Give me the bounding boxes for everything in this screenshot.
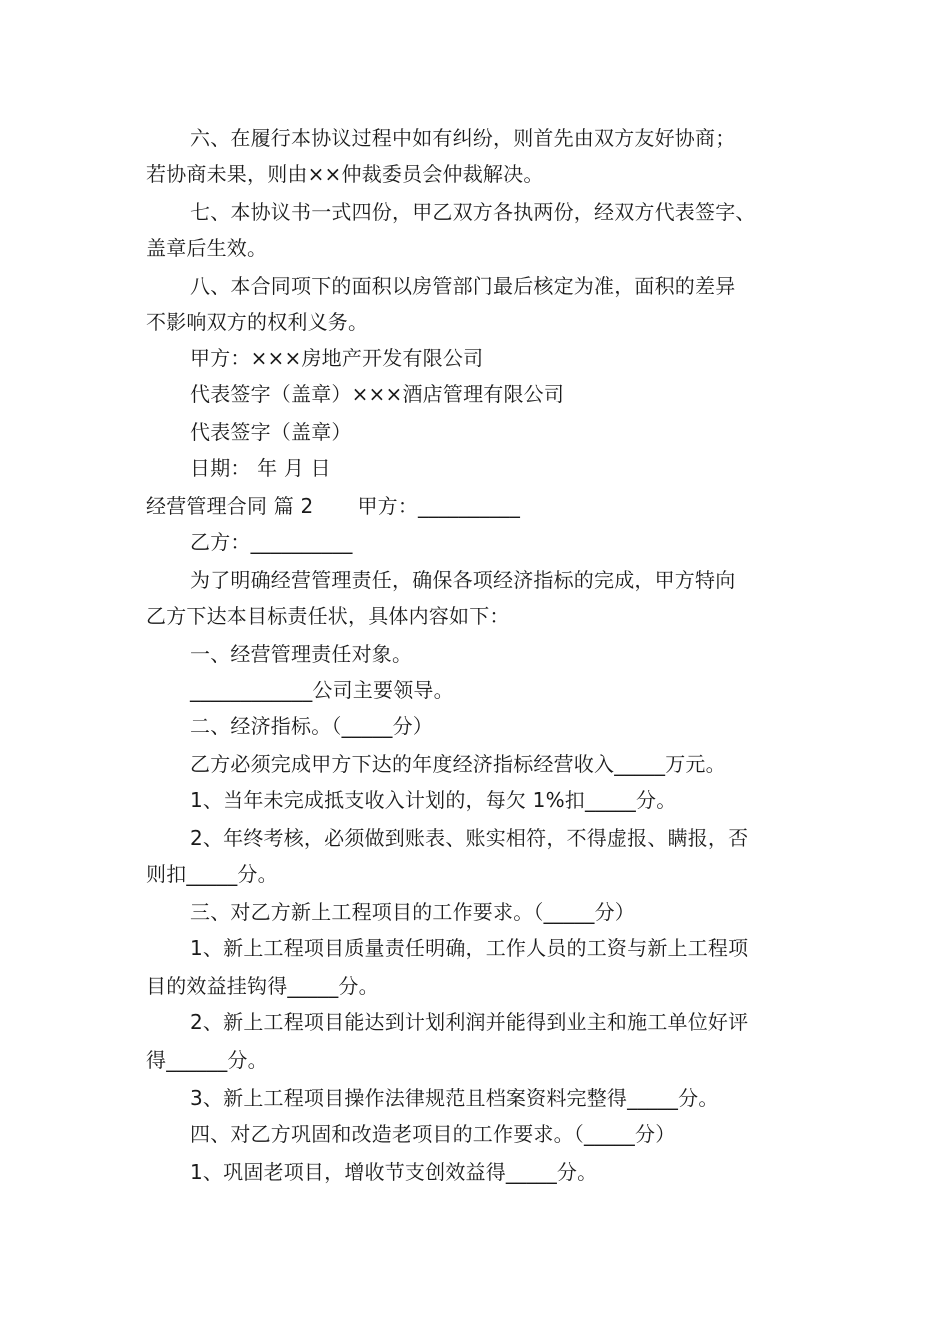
- party-a-blank: 甲方：__________: [357, 494, 521, 518]
- section-title: 经营管理合同 篇 2: [146, 494, 314, 518]
- signature-line-1: 代表签字（盖章）×××酒店管理有限公司: [190, 382, 565, 406]
- intro-line-2: 乙方下达本目标责任状，具体内容如下：: [146, 604, 510, 628]
- paragraph-8-line-1: 八、本合同项下的面积以房管部门最后核定为准，面积的差异: [190, 274, 736, 298]
- party-a-line: 甲方：×××房地产开发有限公司: [190, 346, 484, 370]
- date-line: 日期： 年 月 日: [190, 456, 331, 480]
- item-2-sub-1: 1、当年未完成抵支收入计划的，每欠 1%扣_____分。: [190, 788, 677, 812]
- section-heading-line: [146, 492, 520, 520]
- item-3-sub-3: 3、新上工程项目操作法律规范且档案资料完整得_____分。: [190, 1086, 719, 1110]
- item-3-heading: 三、对乙方新上工程项目的工作要求。（_____分）: [190, 900, 635, 924]
- item-2-sub-2-line-2: 则扣_____分。: [146, 862, 278, 886]
- paragraph-6-line-1: 六、在履行本协议过程中如有纠纷，则首先由双方友好协商；: [190, 126, 736, 150]
- item-2-sub-2-line-1: 2、年终考核，必须做到账表、账实相符，不得虚报、瞒报，否: [190, 826, 749, 850]
- paragraph-7-line-2: 盖章后生效。: [146, 236, 268, 260]
- item-2-heading: 二、经济指标。（_____分）: [190, 714, 433, 738]
- item-3-sub-2-line-1: 2、新上工程项目能达到计划利润并能得到业主和施工单位好评: [190, 1010, 749, 1034]
- intro-line-1: 为了明确经营管理责任，确保各项经济指标的完成，甲方特向: [190, 568, 736, 592]
- item-3-sub-2-line-2: 得______分。: [146, 1048, 268, 1072]
- item-4-heading: 四、对乙方巩固和改造老项目的工作要求。（_____分）: [190, 1122, 676, 1146]
- item-3-sub-1-line-1: 1、新上工程项目质量责任明确，工作人员的工资与新上工程项: [190, 936, 749, 960]
- item-1-content: ____________公司主要领导。: [190, 678, 454, 702]
- paragraph-8-line-2: 不影响双方的权利义务。: [146, 310, 369, 334]
- paragraph-6-line-2: 若协商未果，则由××仲裁委员会仲裁解决。: [146, 162, 544, 186]
- paragraph-7-line-1: 七、本协议书一式四份，甲乙双方各执两份，经双方代表签字、: [190, 200, 756, 224]
- signature-line-2: 代表签字（盖章）: [190, 420, 352, 444]
- party-b-blank: 乙方：__________: [190, 530, 353, 554]
- item-4-sub-1: 1、巩固老项目，增收节支创效益得_____分。: [190, 1160, 598, 1184]
- item-1-heading: 一、经营管理责任对象。: [190, 642, 413, 666]
- item-2-content: 乙方必须完成甲方下达的年度经济指标经营收入_____万元。: [190, 752, 726, 776]
- item-3-sub-1-line-2: 目的效益挂钩得_____分。: [146, 974, 379, 998]
